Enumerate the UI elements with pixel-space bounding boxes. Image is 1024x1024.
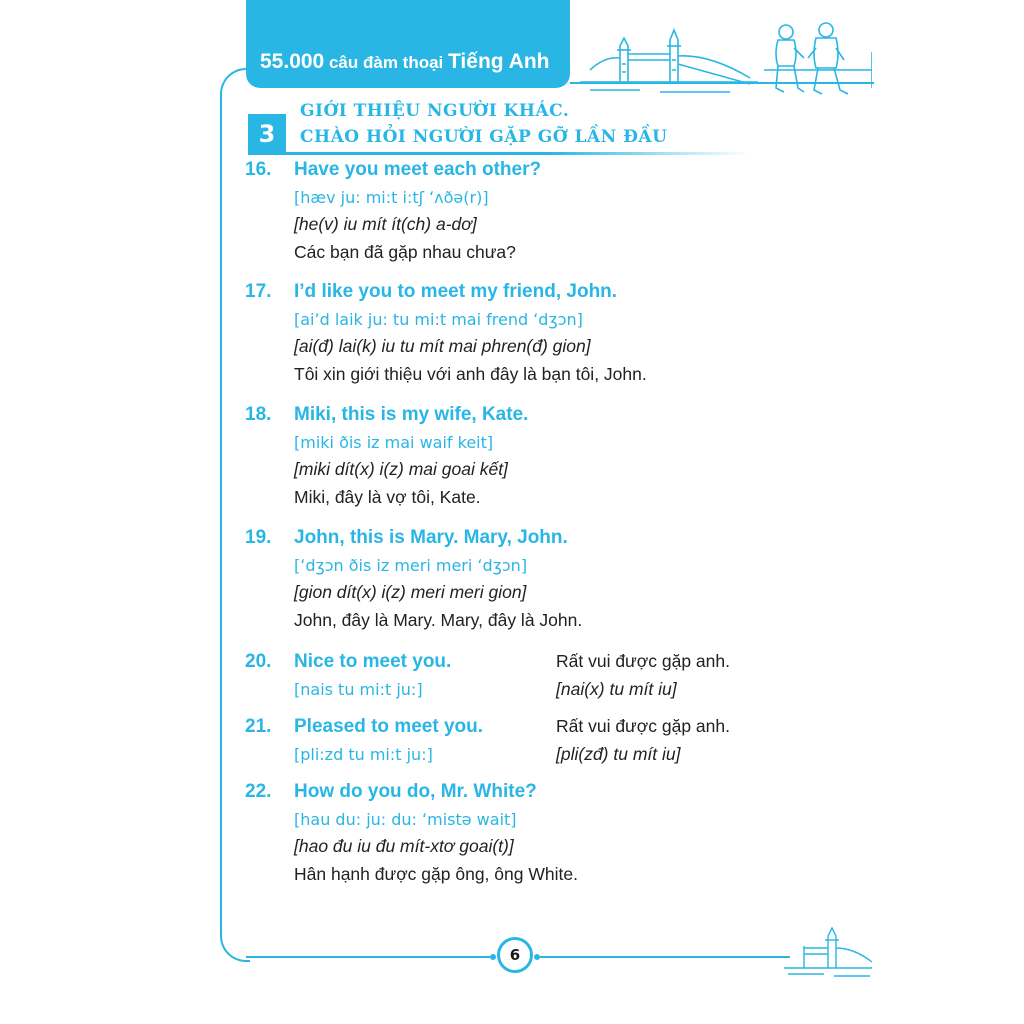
people-sitting-illustration <box>764 18 872 104</box>
entry-number: 16. <box>245 159 272 180</box>
book-title-middle: câu đàm thoại <box>324 53 448 72</box>
ipa-transcription: [nais tu mi:t ju:] <box>294 679 423 699</box>
frame-dot-right <box>534 954 540 960</box>
vietnamese-pronunciation: [nai(x) tu mít iu] <box>556 678 677 699</box>
vietnamese-translation: Hân hạnh được gặp ông, ông White. <box>294 863 578 884</box>
ipa-transcription: [ʻdʒɔn ðis iz meri meri ʻdʒɔn] <box>294 555 528 575</box>
ipa-transcription: [hæv ju: mi:t i:tʃ ʻʌðə(r)] <box>294 187 489 207</box>
english-phrase: How do you do, Mr. White? <box>294 781 537 802</box>
vietnamese-pronunciation: [pli(zđ) tu mít iu] <box>556 743 681 764</box>
english-phrase: Miki, this is my wife, Kate. <box>294 404 529 425</box>
vietnamese-translation: John, đây là Mary. Mary, đây là John. <box>294 609 583 630</box>
english-phrase: Have you meet each other? <box>294 159 542 180</box>
entry-number: 19. <box>245 527 272 548</box>
vietnamese-pronunciation: [miki dít(x) i(z) mai goai kết] <box>294 459 508 479</box>
page-number: 6 <box>497 937 533 973</box>
page-frame-bottom-right <box>540 956 790 958</box>
tower-bridge-illustration <box>580 20 760 100</box>
english-phrase: John, this is Mary. Mary, John. <box>294 527 568 548</box>
english-phrase: Pleased to meet you. <box>294 716 484 737</box>
entry-number: 20. <box>245 651 272 672</box>
entry-number: 21. <box>245 716 272 737</box>
entry-number: 18. <box>245 404 272 425</box>
book-title-end: Tiếng Anh <box>447 50 550 73</box>
ipa-transcription: [miki ðis iz mai waif keit] <box>294 432 494 452</box>
book-title-number: 55.000 <box>260 50 325 73</box>
ipa-transcription: [pli:zd tu mi:t ju:] <box>294 744 433 764</box>
ipa-transcription: [hau du: ju: du: ʻmistə wait] <box>294 809 517 829</box>
entry-number: 22. <box>245 781 272 802</box>
frame-dot-left <box>490 954 496 960</box>
vietnamese-translation: Rất vui được gặp anh. <box>556 651 730 671</box>
vietnamese-translation: Miki, đây là vợ tôi, Kate. <box>294 486 481 507</box>
vietnamese-pronunciation: [gion dít(x) i(z) meri meri gion] <box>294 582 527 602</box>
ipa-transcription: [ai’d laik ju: tu mi:t mai frend ʻdʒɔn] <box>294 309 583 329</box>
footer-tower-bridge-illustration <box>784 918 874 980</box>
english-phrase: I’d like you to meet my friend, John. <box>294 281 618 302</box>
entry-number: 17. <box>245 281 272 302</box>
header-tab <box>246 0 570 88</box>
section-title-line-1: GIỚI THIỆU NGƯỜI KHÁC. <box>300 101 570 121</box>
page-frame-bottom-left <box>246 956 490 958</box>
vietnamese-translation: Rất vui được gặp anh. <box>556 716 730 736</box>
vietnamese-translation: Tôi xin giới thiệu với anh đây là bạn tôi, John. <box>294 363 647 384</box>
section-underline <box>248 152 748 155</box>
vietnamese-pronunciation: [he(v) iu mít ít(ch) a-dơ] <box>294 214 477 234</box>
vietnamese-pronunciation: [ai(đ) lai(k) iu tu mít mai phren(đ) gion] <box>294 336 591 356</box>
section-title <box>300 98 667 150</box>
english-phrase: Nice to meet you. <box>294 651 452 672</box>
section-number: 3 <box>248 114 286 154</box>
book-title <box>260 50 549 74</box>
vietnamese-translation: Các bạn đã gặp nhau chưa? <box>294 241 516 262</box>
vietnamese-pronunciation: [hao đu iu đu mít-xtơ goai(t)] <box>294 836 514 856</box>
section-title-line-2: CHÀO HỎI NGƯỜI GẶP GỠ LẦN ĐẦU <box>300 127 668 147</box>
page-frame <box>220 68 250 962</box>
